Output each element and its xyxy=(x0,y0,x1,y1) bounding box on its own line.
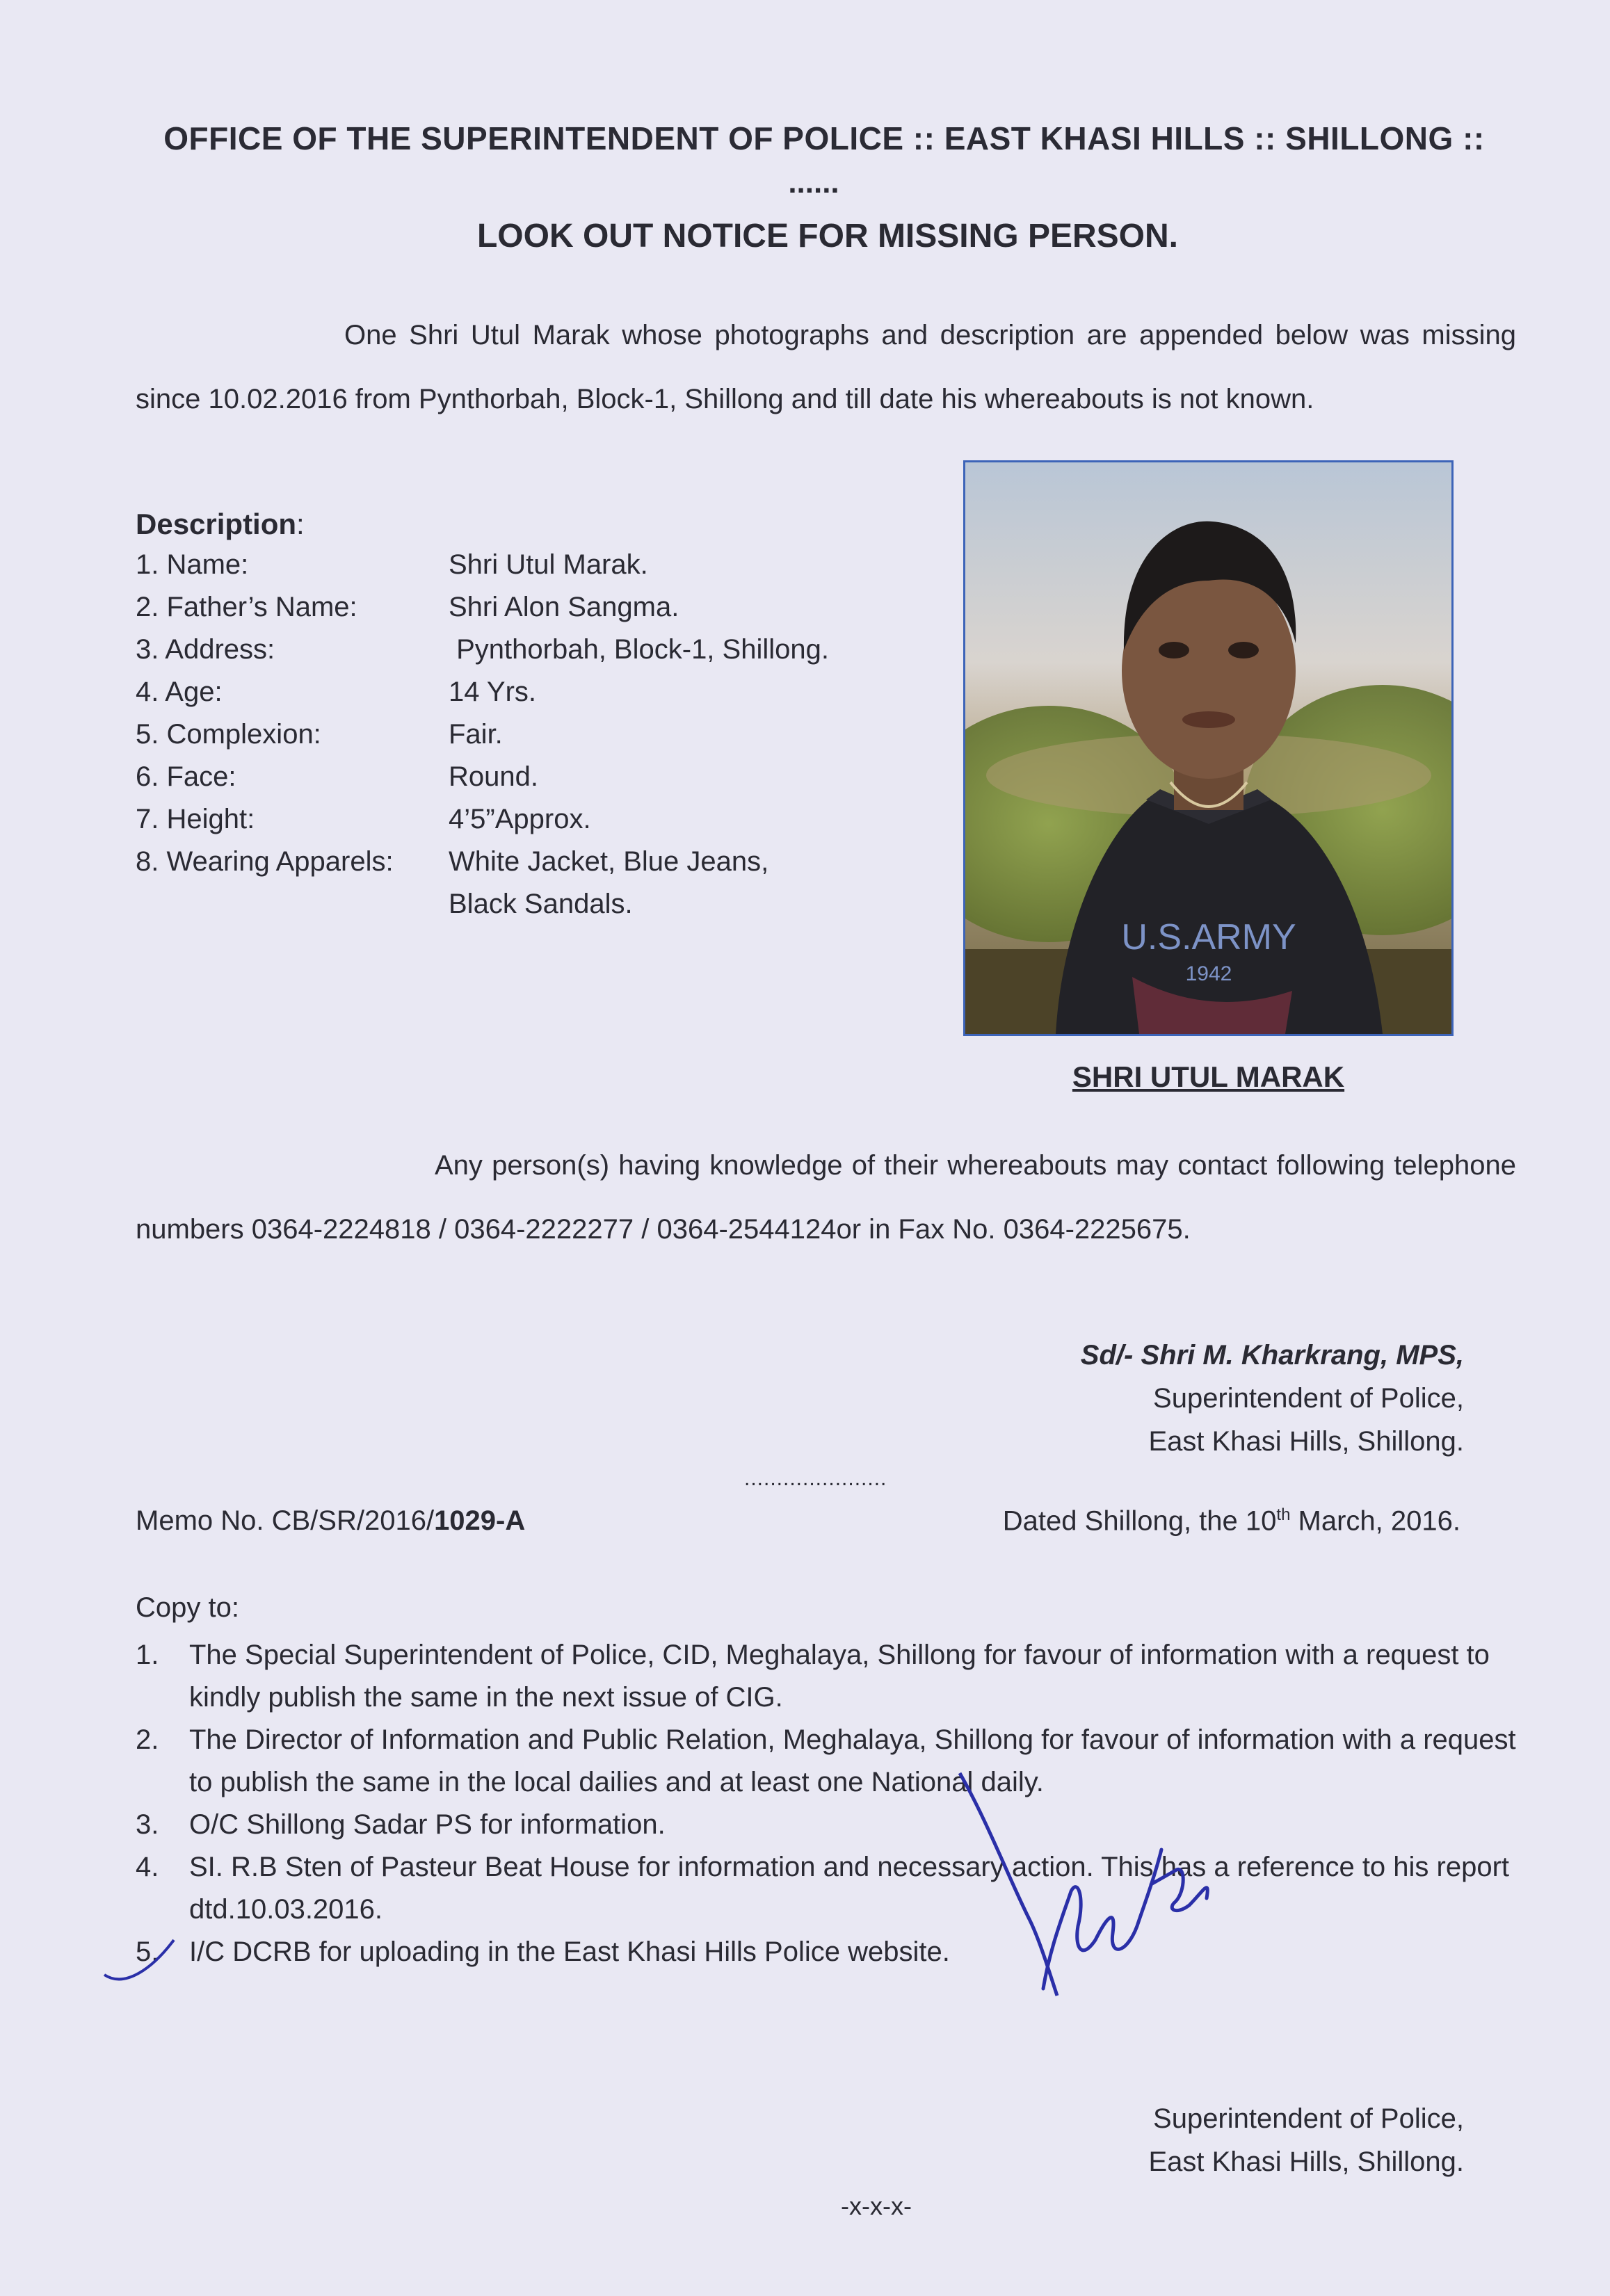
missing-person-photo xyxy=(963,460,1454,1036)
desc-value: Round. xyxy=(449,761,538,792)
desc-value: White Jacket, Blue Jeans, xyxy=(449,846,769,877)
signatory-designation: Superintendent of Police, xyxy=(1153,1383,1464,1414)
desc-label: 7. Height: xyxy=(136,804,255,834)
date-suffix-sup: th xyxy=(1276,1505,1291,1524)
bottom-place: East Khasi Hills, Shillong. xyxy=(1148,2147,1464,2177)
copy-item-4 xyxy=(136,1846,1516,1931)
bottom-designation: Superintendent of Police, xyxy=(1153,2103,1464,2134)
desc-value: 4’5”Approx. xyxy=(449,804,591,834)
copy-item-text: The Special Superintendent of Police, CID, Meghalaya, Shillong for favour of information with a request to kindly publish the same in the next issue of CIG. xyxy=(189,1640,1490,1713)
intro-text: One Shri Utul Marak whose photographs and description are appended below was missing since 10.02.2016 from Pynthorbah, Block-1, Shillong and till date his whereabouts is not known. xyxy=(136,320,1516,414)
copy-item-text: I/C DCRB for uploading in the East Khasi Hills Police website. xyxy=(189,1937,950,1967)
office-heading: OFFICE OF THE SUPERINTENDENT OF POLICE :: EAST KHASI HILLS :: SHILLONG :: xyxy=(163,120,1485,156)
desc-value: Fair. xyxy=(449,719,503,750)
copy-item-3 xyxy=(136,1804,1516,1846)
desc-value: 14 Yrs. xyxy=(449,677,536,707)
description-title-text: Description xyxy=(136,508,297,540)
copy-item-5 xyxy=(136,1931,1516,1973)
copy-item-1 xyxy=(136,1634,1516,1719)
signatory-block xyxy=(1081,1334,1464,1463)
desc-label: 2. Father’s Name: xyxy=(136,592,357,622)
date-prefix: Dated Shillong, the 10 xyxy=(1002,1505,1277,1537)
desc-label: 3. Address: xyxy=(136,634,275,665)
signatory-name: Sd/- Shri M. Kharkrang, MPS, xyxy=(1080,1340,1464,1371)
photo-illustration xyxy=(965,462,1451,1034)
description-title xyxy=(136,508,305,541)
footer-mark: -x-x-x- xyxy=(841,2192,912,2220)
date-rest: March, 2016. xyxy=(1290,1505,1460,1537)
memo-id: 1029-A xyxy=(434,1505,526,1536)
check-mark-icon xyxy=(97,1926,181,1989)
signatory-place: East Khasi Hills, Shillong. xyxy=(1148,1426,1464,1457)
desc-label: 4. Age: xyxy=(136,677,223,707)
copy-item-2 xyxy=(136,1719,1516,1804)
memo-prefix: Memo No. CB/SR/2016/ xyxy=(136,1505,435,1536)
contact-text: Any person(s) having knowledge of their whereabouts may contact following telephone numbers 0364-2224818 / 0364-2222277 / 0364-2544124or in Fax No. 0364-2225675. xyxy=(136,1150,1516,1245)
photo-caption: SHRI UTUL MARAK xyxy=(1072,1060,1345,1093)
desc-value: Pynthorbah, Block-1, Shillong. xyxy=(449,634,829,665)
memo-number xyxy=(136,1505,525,1537)
copy-item-number: 5. xyxy=(136,1937,159,1967)
description-colon: : xyxy=(296,508,305,540)
desc-label: 5. Complexion: xyxy=(136,719,321,750)
desc-value: Black Sandals. xyxy=(449,889,633,919)
notice-title: LOOK OUT NOTICE FOR MISSING PERSON. xyxy=(476,218,1179,254)
copy-item-number: 1. xyxy=(136,1640,159,1670)
intro-paragraph xyxy=(136,303,1516,431)
copy-to-title: Copy to: xyxy=(136,1592,239,1623)
copy-item-text: The Director of Information and Public Relation, Meghalaya, Shillong for favour of information with a request to publish the same in the local dailies and at least one National daily. xyxy=(189,1724,1516,1797)
desc-value: Shri Alon Sangma. xyxy=(449,592,679,622)
desc-label: 1. Name: xyxy=(136,549,249,580)
separator-dots: ...................... xyxy=(744,1467,887,1490)
copy-item-text: O/C Shillong Sadar PS for information. xyxy=(189,1809,666,1840)
desc-value: Shri Utul Marak. xyxy=(449,549,648,580)
shirt-text: U.S.ARMY xyxy=(1121,917,1296,957)
bottom-signature-block xyxy=(1148,2097,1464,2183)
desc-label: 8. Wearing Apparels: xyxy=(136,846,394,877)
copy-item-number: 3. xyxy=(136,1809,159,1840)
copy-item-number: 4. xyxy=(136,1852,159,1882)
copy-item-number: 2. xyxy=(136,1724,159,1755)
handwritten-signature xyxy=(946,1766,1280,2044)
contact-paragraph xyxy=(136,1133,1516,1261)
shirt-year: 1942 xyxy=(1185,962,1232,985)
heading-dots: ...... xyxy=(788,165,839,200)
memo-date xyxy=(1003,1505,1460,1537)
desc-label: 6. Face: xyxy=(136,761,236,792)
copy-item-text: SI. R.B Sten of Pasteur Beat House for information and necessary action. This has a reference to his report dtd.10.03.2016. xyxy=(189,1852,1510,1925)
